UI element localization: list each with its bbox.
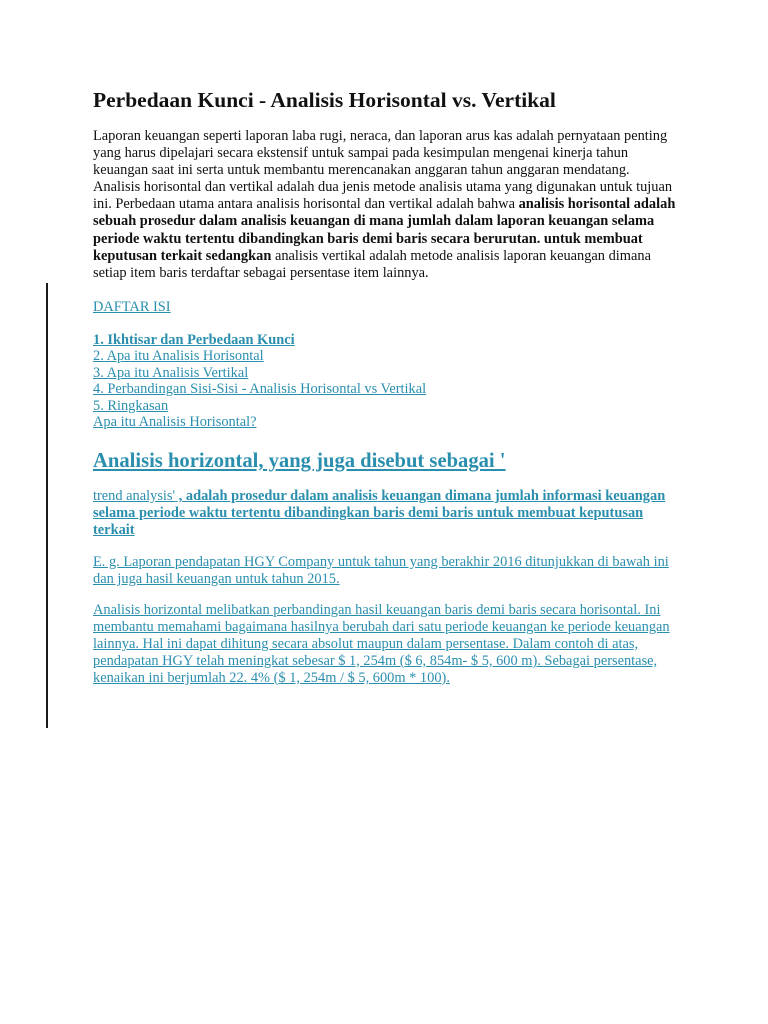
definition-text: , adalah prosedur dalam analisis keuangan dimana jumlah informasi keuangan selama periode waktu tertentu dibandingkan baris demi baris untuk membuat keputusan terkait — [93, 487, 666, 539]
toc-link-what-is-horizontal[interactable]: Apa itu Analisis Horisontal? — [93, 414, 257, 431]
toc-link-comparison[interactable]: 4. Perbandingan Sisi-Sisi - Analisis Horisontal vs Vertikal — [93, 381, 427, 398]
table-of-contents — [93, 332, 678, 431]
document-page — [93, 86, 678, 687]
toc-link-overview[interactable]: 1. Ikhtisar dan Perbedaan Kunci — [93, 331, 295, 348]
toc-item-horizontal — [93, 348, 678, 365]
toc-link-horizontal[interactable]: 2. Apa itu Analisis Horisontal — [93, 348, 264, 365]
toc-item-overview — [93, 332, 678, 349]
definition-paragraph-link[interactable] — [93, 488, 678, 540]
toc-link-vertical[interactable]: 3. Apa itu Analisis Vertikal — [93, 364, 249, 381]
toc-item-what-is-horizontal — [93, 414, 678, 431]
intro-text-part-2: analisis vertikal adalah metode analisis laporan keuangan dimana setiap item baris terdaftar sebagai persentase item lainnya. — [93, 247, 651, 281]
margin-change-bar — [46, 283, 48, 728]
example-paragraph-link[interactable]: E. g. Laporan pendapatan HGY Company untuk tahun yang berakhir 2016 ditunjukkan di bawah ini dan juga hasil keuangan untuk tahun 2015. — [93, 553, 669, 587]
section-heading-link[interactable]: Analisis horizontal, yang juga disebut sebagai ' — [93, 449, 506, 472]
intro-text-part-1: Laporan keuangan seperti laporan laba rugi, neraca, dan laporan arus kas adalah pernyataan penting yang harus dipelajari secara ekstensif untuk sampai pada kesimpulan mengenai kinerja tahun keuangan saat ini serta untuk membantu merencanakan anggaran tahun anggaran mendatang. Analisis horisontal dan vertikal adalah dua jenis metode analisis utama yang digunakan untuk tujuan ini. Perbedaan utama antara analisis horisontal dan vertikal adalah bahwa — [93, 128, 673, 213]
intro-bold-definition: analisis horisontal adalah sebuah prosedur dalam analisis keuangan di mana jumlah dalam laporan keuangan selama periode waktu tertentu dibandingkan baris demi baris secara berurutan. untuk membuat keputusan terkait sedangkan — [93, 196, 676, 264]
toc-heading-link[interactable]: DAFTAR ISI — [93, 298, 171, 315]
toc-link-summary[interactable]: 5. Ringkasan — [93, 397, 169, 414]
document-title: Perbedaan Kunci - Analisis Horisontal vs. Vertikal — [93, 88, 556, 112]
definition-term: trend analysis' — [93, 487, 176, 504]
toc-item-summary — [93, 398, 678, 415]
toc-item-comparison — [93, 381, 678, 398]
intro-paragraph — [93, 128, 678, 282]
explanation-paragraph-link[interactable]: Analisis horizontal melibatkan perbandingan hasil keuangan baris demi baris secara horisontal. Ini membantu memahami bagaimana hasilnya berubah dari satu periode keuangan ke periode keuangan lainnya. Hal ini dapat dihitung secara absolut maupun dalam persentase. Dalam contoh di atas, pendapatan HGY telah meningkat sebesar $ 1, 254m ($ 6, 854m- $ 5, 600 m). Sebagai persentase, kenaikan ini berjumlah 22. 4% ($ 1, 254m / $ 5, 600m * 100). — [93, 601, 670, 686]
toc-item-vertical — [93, 365, 678, 382]
